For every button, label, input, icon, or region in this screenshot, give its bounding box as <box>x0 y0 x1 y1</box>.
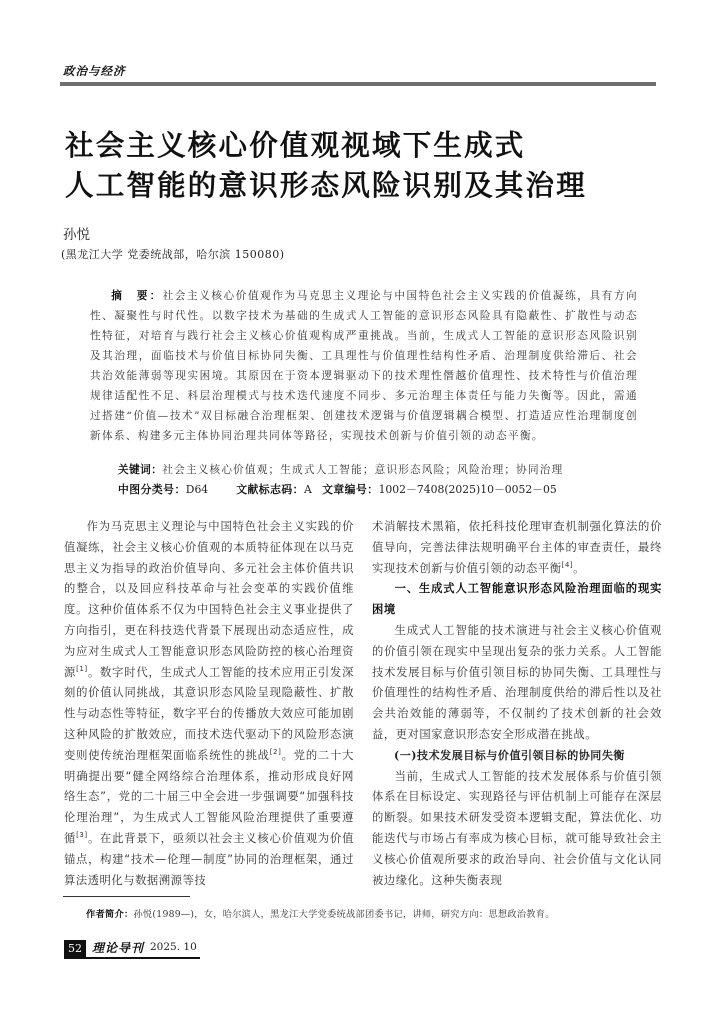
doc-code-label: 文献标志码： <box>236 483 304 496</box>
paragraph-text: 。在此背景下，亟须以社会主义核心价值观为价值锚点，构建“技术—伦理—制度”协同的治理框架，通过算法透明化与数据溯源等技 <box>64 831 354 887</box>
clc-value: D64 <box>185 483 209 496</box>
journal-name: 理论导刊 <box>92 941 145 955</box>
subsection-heading: (一)技术发展目标与价值引领目标的协同失衡 <box>394 748 625 762</box>
body-column-right <box>372 517 662 891</box>
title-line-1: 社会主义核心价值观视域下生成式 <box>65 129 526 162</box>
bio-text: 孙悦(1989—)，女，哈尔滨人，黑龙江大学党委统战部团委书记，讲师，研究方向：思想政治教育。 <box>133 909 555 920</box>
abstract <box>90 286 638 446</box>
bio-label: 作者简介： <box>86 909 134 920</box>
paragraph-text: 作为马克思主义理论与中国特色社会主义实践的价值凝练，社会主义核心价值观的本质特征体现在以马克思主义为指导的政治价值导向、多元社会主体价值共识的整合，以及回应科技革命与社会变革的实践价值维度。这种价值体系不仅为中国特色社会主义事业提供了方向指引，更在科技迭代背景下展现出动态适应性，成为应对生成式人工智能意识形态风险防控的核心治理资源 <box>64 520 354 679</box>
keywords-label: 关键词： <box>118 464 163 476</box>
section-heading: 一、生成式人工智能意识形态风险治理面临的现实困境 <box>372 582 662 617</box>
body-paragraph <box>64 517 354 891</box>
section-tag: 政治与经济 <box>63 64 126 78</box>
body-paragraph <box>372 517 662 579</box>
abstract-label: 摘 要： <box>111 290 163 302</box>
citation-ref[interactable]: [1] <box>76 664 88 673</box>
article-no-label: 文章编号： <box>322 483 379 496</box>
doc-code-value: A <box>303 483 312 496</box>
issue-number: 2025. 10 <box>150 941 197 953</box>
article-no-value: 1002－7408(2025)10－0052－05 <box>378 483 557 496</box>
paragraph-text: 。党的二十大明确提出要“健全网络综合治理体系，推动形成良好网络生态”，党的二十届三中全会进一步强调要“加强科技伦理治理”，为生成式人工智能风险治理提供了重要遵循 <box>64 748 354 845</box>
page-number: 52 <box>64 940 86 957</box>
body-paragraph: 当前，生成式人工智能的技术发展体系与价值引领体系在目标设定、实现路径与评估机制上可能存在深层的断裂。如果技术研发受资本逻辑支配，算法优化、功能迭代与市场占有率成为核心目标，就可能导致社会主义核心价值观所要求的政治导向、社会价值与文化认同被边缘化。这种失衡表现 <box>372 769 662 887</box>
author-name: 孙悦 <box>63 227 90 243</box>
citation-ref[interactable]: [2] <box>269 748 282 756</box>
clc-label: 中图分类号： <box>118 483 186 496</box>
citation-ref[interactable]: [4] <box>561 560 574 569</box>
author-affiliation: (黑龙江大学 党委统战部，哈尔滨 150080) <box>61 248 285 261</box>
paragraph-text: 术消解技术黑箱，依托科技伦理审查机制强化算法的价值导向，完善法律法规明确平台主体的审查责任，最终实现技术创新与价值引领的动态平衡 <box>372 520 662 575</box>
classification-line <box>118 482 557 497</box>
header-rule <box>60 82 656 86</box>
author-bio <box>86 906 555 920</box>
footer-rule <box>64 957 200 959</box>
footnote-rule <box>63 896 190 897</box>
keywords <box>118 462 563 477</box>
paragraph-text: 。 <box>573 561 585 575</box>
keywords-text: 社会主义核心价值观；生成式人工智能；意识形态风险；风险治理；协同治理 <box>162 464 564 476</box>
body-paragraph: 生成式人工智能的技术演进与社会主义核心价值观的价值引领在现实中呈现出复杂的张力关系。人工智能技术发展目标与价值引领目标的协同失衡、工具理性与价值理性的结构性矛盾、治理制度供给的滞后性以及社会共治效能的薄弱等，不仅制约了技术创新的社会效益，更对国家意识形态安全形成潜在挑战。 <box>372 623 662 741</box>
abstract-text: 社会主义核心价值观作为马克思主义理论与中国特色社会主义实践的价值凝练，具有方向性、凝聚性与时代性。以数字技术为基础的生成式人工智能的意识形态风险具有隐蔽性、扩散性与动态性特征，对培育与践行社会主义核心价值观构成严重挑战。当前，生成式人工智能的意识形态风险识别及其治理，面临技术与价值目标协同失衡、工具理性与价值理性结构性矛盾、治理制度供给滞后、社会共治效能薄弱等现实困境。其原因在于资本逻辑驱动下的技术理性僭越价值理性、技术特性与价值治理规律适配性不足、科层治理模式与技术迭代速度不同步、多元治理主体责任与能力失衡等。因此，需通过搭建“价值—技术”双目标融合治理框架、创建技术逻辑与价值逻辑耦合模型、打造适应性治理制度创新体系、构建多元主体协同治理共同体等路径，实现技术创新与价值引领的动态平衡。 <box>90 290 638 442</box>
citation-ref[interactable]: [3] <box>76 831 88 840</box>
article-title <box>65 126 587 206</box>
title-line-2: 人工智能的意识形态风险识别及其治理 <box>65 169 587 202</box>
paragraph-text: 。数字时代，生成式人工智能的技术应用正引发深刻的价值认同挑战，其意识形态风险呈现隐蔽性、扩散性与动态性等特征，数字平台的传播放大效应可能加剧这种风险的扩散效应，而技术迭代驱动下的风险形态演变则使传统治理框架面临系统性的挑战 <box>64 665 354 762</box>
body-column-left <box>64 517 354 891</box>
